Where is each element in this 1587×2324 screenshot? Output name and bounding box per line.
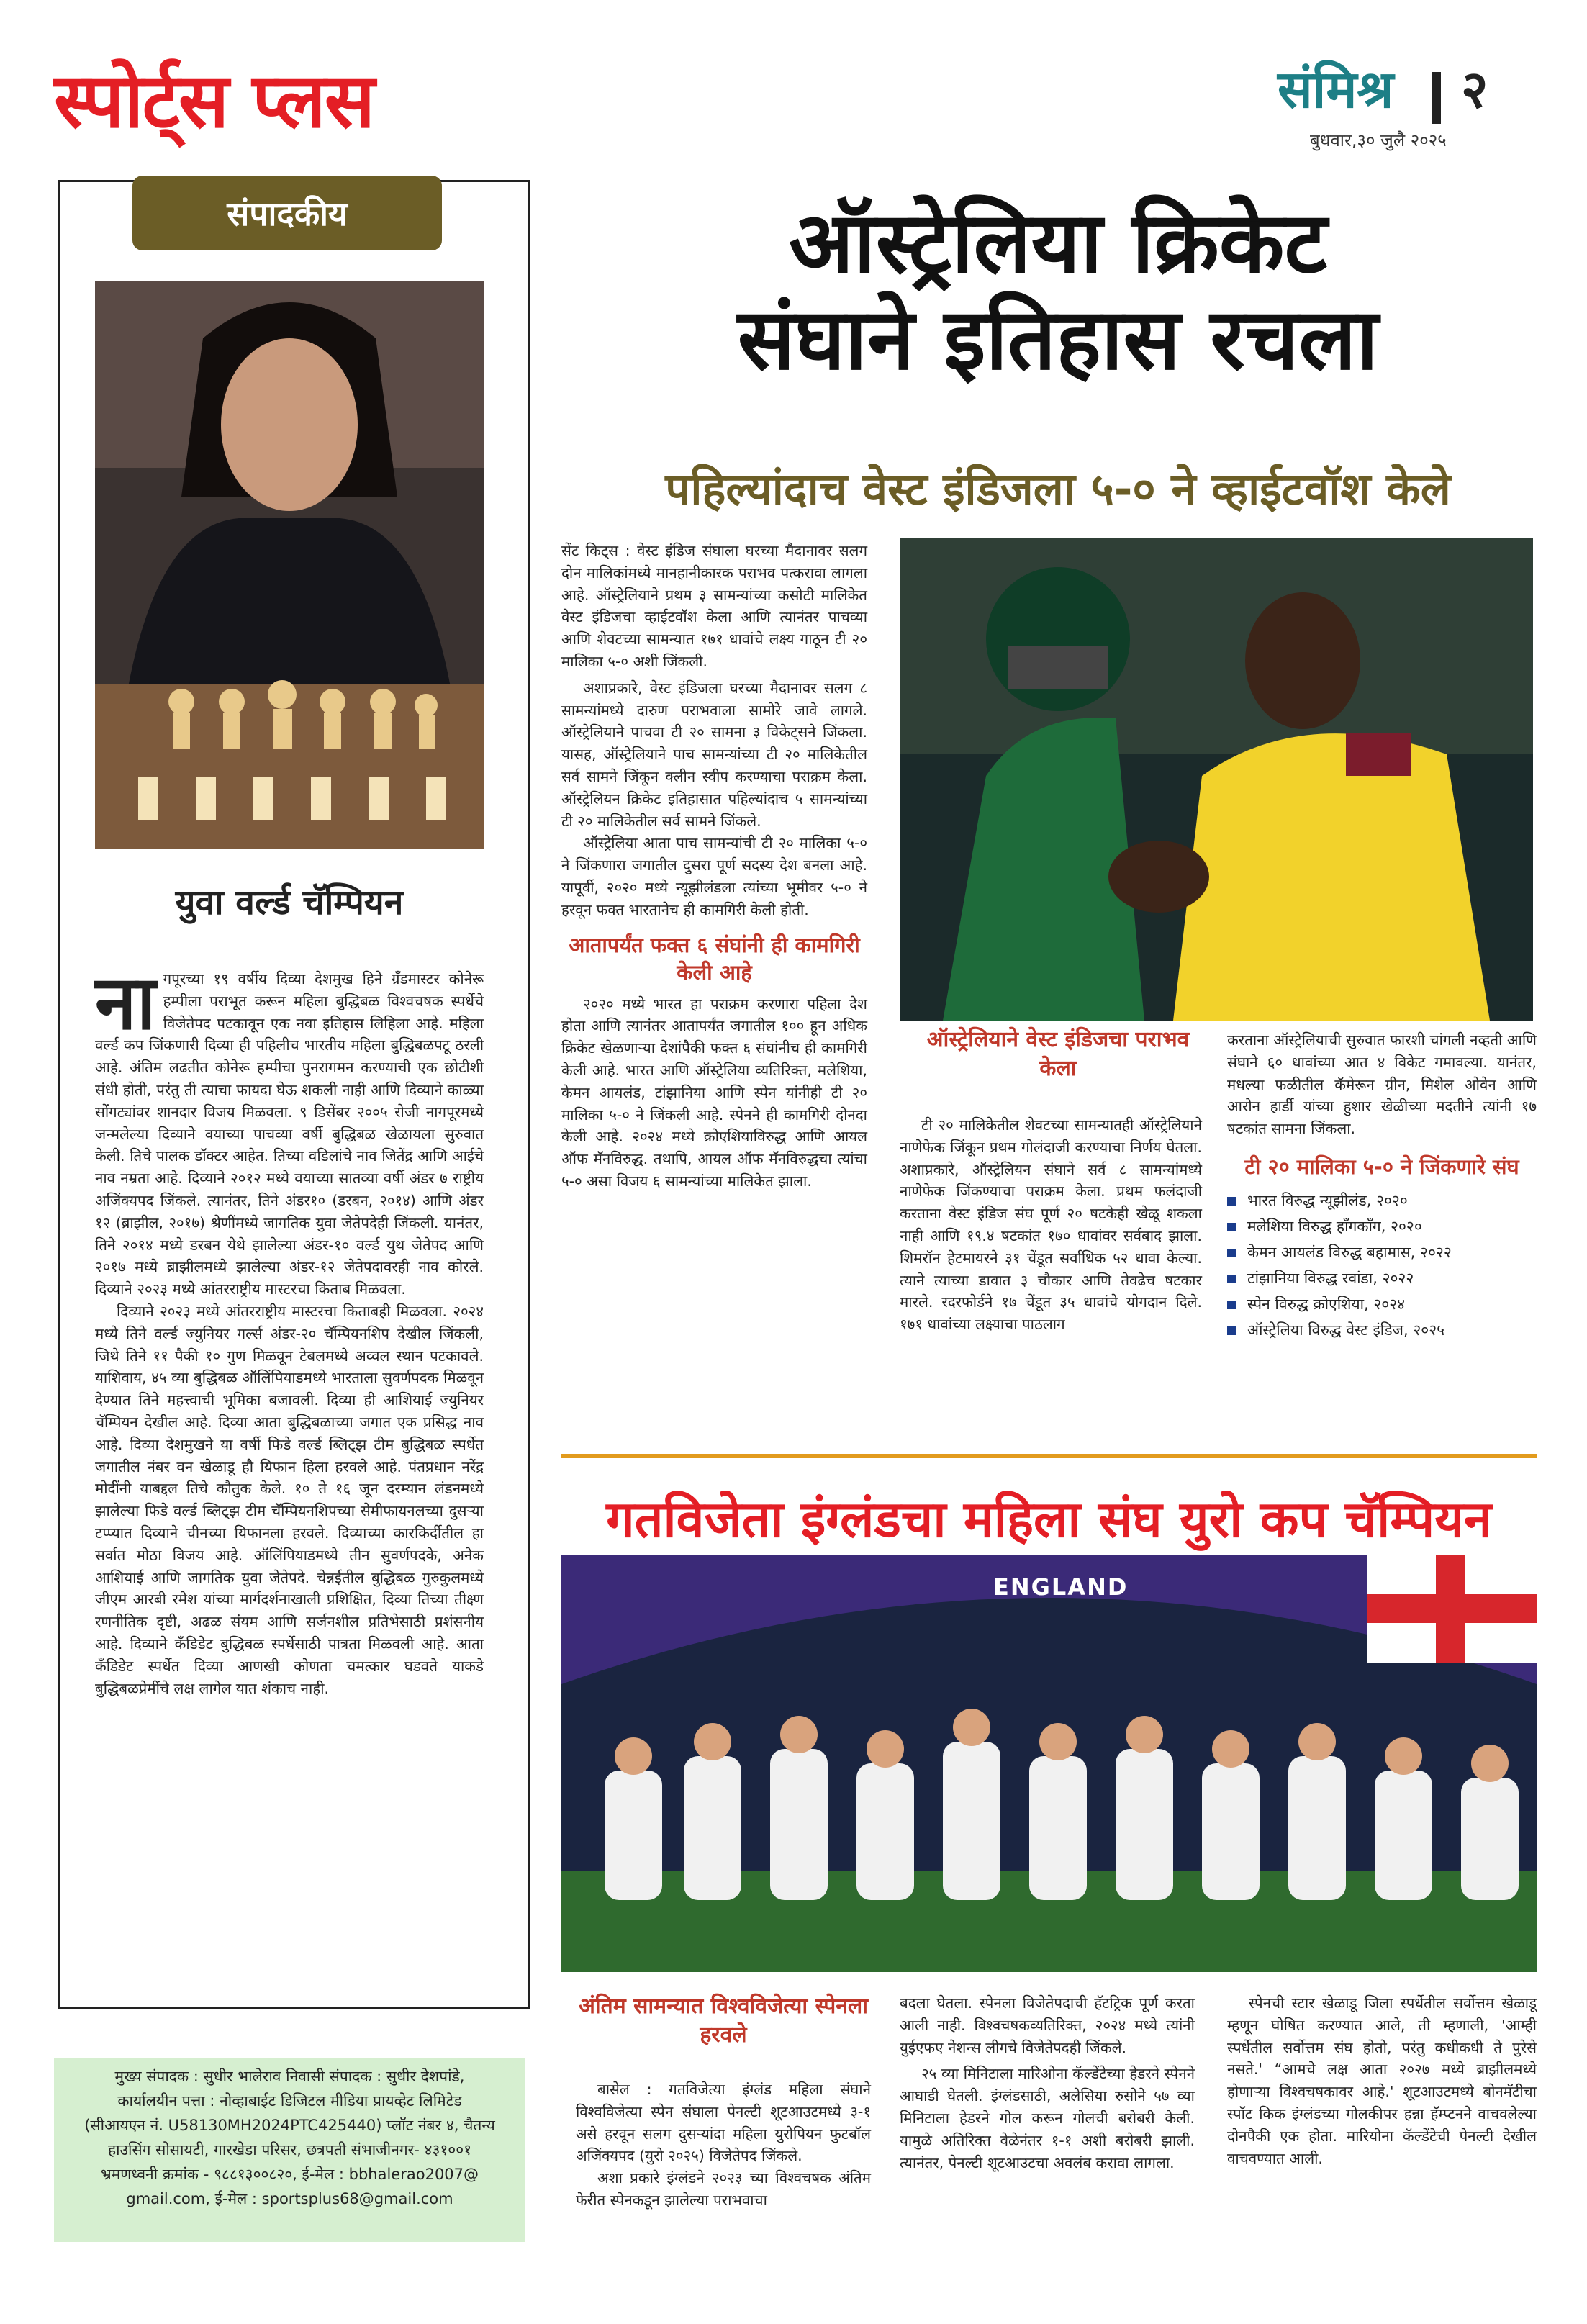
cricket-headline	[576, 194, 1540, 387]
bullet-icon	[1227, 1249, 1236, 1257]
article-paragraph: ऑस्ट्रेलिया आता पाच सामन्यांची टी २० मालिका ५-० ने जिंकणारा जगातील दुसरा पूर्ण सदस्य देश बनला आहे. यापूर्वी, २०२० मध्ये न्यूझीलंडला त्यांच्या भूमीवर ५-० ने हरवून फक्त भारतानेच ही कामगिरी केली होती.	[561, 834, 867, 918]
divya-photo	[95, 281, 484, 849]
list-item	[1227, 1188, 1537, 1213]
cricket-column-3	[1227, 1029, 1537, 1343]
portrait-illustration	[95, 281, 484, 849]
drop-cap: ना	[95, 959, 156, 1046]
list-item	[1227, 1213, 1537, 1239]
dateline: बुधवार,३० जुलै २०२५	[1310, 130, 1447, 150]
bullet-icon	[1227, 1223, 1236, 1231]
article-paragraph: बासेल : गतविजेत्या इंग्लंड महिला संघाने विश्वविजेत्या स्पेन संघाला पेनल्टी शूटआउटमध्ये ३-१ असे हरवून सलग दुसऱ्यांदा महिला युरोपियन फुटबॉल अजिंक्यपद (युरो २०२५) विजेतेपद जिंकले.	[576, 2081, 871, 2165]
cricket-column-1	[561, 540, 867, 1193]
list-item-label: स्पेन विरुद्ध क्रोएशिया, २०२४	[1247, 1295, 1406, 1313]
england-column-3	[1227, 1992, 1537, 2169]
list-item-label: टांझानिया विरुद्ध रवांडा, २०२२	[1247, 1269, 1414, 1287]
article-paragraph: २०२० मध्ये भारत हा पराक्रम करणारा पहिला देश होता आणि त्यानंतर आतापर्यंत जगातील १०० हून अधिक क्रिकेट खेळणाऱ्या देशांपैकी फक्त ६ संघांनीच ही कामगिरी केली आहे. भारत आणि ऑस्ट्रेलिया व्यतिरिक्त, मलेशिया, केमन आयलंड, टांझानिया आणि स्पेन यांनीही टी २० मालिका ५-० ने जिंकली आहे. स्पेनने ही कामगिरी दोनदा केली आहे. २०२४ मध्ये क्रोएशियाविरुद्ध आणि आयल ऑफ मॅनविरुद्ध. तथापि, आयल ऑफ मॅनविरुद्धचा त्यांचा ५-० असा विजय ६ सामन्यांच्या मालिकेत झाला.	[561, 995, 867, 1190]
headline-line-2: संघाने इतिहास रचला	[737, 289, 1379, 389]
england-column-2	[900, 1992, 1195, 2174]
cricket-caption: ऑस्ट्रेलियाने वेस्ट इंडिजचा पराभव केला	[926, 1027, 1190, 1081]
editorial-paragraph-2: दिव्याने २०२३ मध्ये आंतरराष्ट्रीय मास्टरचा किताबही मिळवला. २०२४ मध्ये तिने वर्ल्ड ज्युनियर गर्ल्स अंडर-२० चॅम्पियनशिप देखील जिंकली, जिथे तिने ११ पैकी १० गुण मिळवून टेबलमध्ये अव्वल स्थान पटकावले. याशिवाय, ४५ व्या बुद्धिबळ ऑलिंपियाडमध्ये भारताला सुवर्णपदक मिळवून देण्यात तिने महत्त्वाची भूमिका बजावली. दिव्या ही आशियाई ज्युनियर चॅम्पियन देखील आहे. दिव्या आता बुद्धिबळाच्या जगात एक प्रसिद्ध नाव आहे. दिव्या देशमुखने या वर्षी फिडे वर्ल्ड ब्लिट्झ टीम बुद्धिबळ स्पर्धेत जगातील नंबर वन खेळाडू हौ यिफान हिला हरवले आहे. पंतप्रधान नरेंद्र मोदींनी याबद्दल तिचे कौतुक केले. १० ते १६ जून दरम्यान लंडनमध्ये झालेल्या फिडे वर्ल्ड ब्लिट्झ टीम चॅम्पियनशिपच्या सेमीफायनलच्या दुसऱ्या टप्प्यात दिव्याने चीनच्या यिफानला हरवले. दिव्याच्या कारकिर्दीतील हा सर्वात मोठा विजय आहे. ऑलिंपियाडमध्ये तीन सुवर्णपदके, अनेक आशियाई आणि जागतिक युवा जेतेपदे. चेन्नईतील बुद्धिबळ गुरुकुलमध्ये जीएम आरबी रमेश यांच्या मार्गदर्शनाखाली प्रशिक्षित, दिव्या तिच्या तीक्ष्ण रणनीतिक दृष्टी, अढळ संयम आणि सर्जनशील प्रतिभेसाठी प्रशंसनीय आहे. दिव्याने कँडिडेट बुद्धिबळ स्पर्धेसाठी पात्रता मिळवली आहे. आता कँडिडेट स्पर्धेत दिव्या आणखी कोणता चमत्कार घडवते याकडे बुद्धिबळप्रेमींचे लक्ष लागेल यात शंकाच नाही.	[95, 1302, 484, 1697]
article-paragraph: बदला घेतला. स्पेनला विजेतेपदाची हॅटट्रिक पूर्ण करता आली नाही. विश्वचषकव्यतिरिक्त, २०२४ मध्ये त्यांनी युईएफए नेशन्स लीगचे विजेतेपदही जिंकले.	[900, 1994, 1195, 2056]
credits-box	[54, 2058, 525, 2242]
photo-banner-text: ENGLAND	[993, 1573, 1129, 1601]
crosshead: आतापर्यंत फक्त ६ संघांनी ही कामगिरी केली आहे	[569, 932, 860, 985]
england-column-1	[576, 2079, 871, 2212]
bullet-icon	[1227, 1301, 1236, 1309]
credits-line: gmail.com, ई-मेल : sportsplus68@gmail.com	[126, 2190, 453, 2207]
credits-line: मुख्य संपादक : सुधीर भालेराव निवासी संपादक : सुधीर देशपांडे,	[114, 2068, 465, 2085]
cricket-column-2	[900, 1114, 1202, 1336]
headline-line-1: ऑस्ट्रेलिया क्रिकेट	[788, 192, 1328, 292]
section-name: संमिश्र	[1278, 59, 1394, 119]
article-paragraph: २५ व्या मिनिटाला मारिओना कॅल्डेंटेच्या हेडरने स्पेनने आघाडी घेतली. इंग्लंडसाठी, अलेसिया रुसोने ५७ व्या मिनिटाला हेडरने गोल करून गोलची बरोबरी केली. यामुळे अतिरिक्त वेळेनंतर १-१ अशी बरोबरी झाली. त्यानंतर, पेनल्टी शूटआउटचा अवलंब करावा लागला.	[900, 2065, 1195, 2171]
editorial-tag-label: संपादकीय	[227, 194, 348, 233]
editorial-title: युवा वर्ल्ड चॅम्पियन	[175, 882, 404, 923]
credits-line: कार्यालयीन पत्ता : नोव्हाबाईट डिजिटल मीडिया प्रायव्हेट लिमिटेड	[117, 2092, 462, 2110]
editorial-paragraph-1: गपूरच्या १९ वर्षीय दिव्या देशमुख हिने ग्रँडमास्टर कोनेरू हम्पीला पराभूत करून महिला बुद्धिबळ विश्वचषक स्पर्धेचे विजेतेपद पटकावून एक नवा इतिहास लिहिला आहे. महिला वर्ल्ड कप जिंकणारी दिव्या ही पहिलीच भारतीय महिला बुद्धिबळपटू ठरली आहे. अंतिम लढतीत कोनेरू हम्पीचा पुनरागमन करण्याची एक छोटीशी संधी होती, परंतु ती त्याचा फायदा घेऊ शकली नाही आणि दिव्याने काळ्या सोंगट्यांवर शानदार विजय मिळवला. ९ डिसेंबर २००५ रोजी नागपूरमध्ये जन्मलेल्या दिव्याने वयाच्या पाचव्या वर्षी बुद्धिबळ खेळायला सुरुवात केली. तिचे पालक डॉक्टर आहेत. तिच्या वडिलांचे नाव जितेंद्र आणि आईचे नाव नम्रता आहे. दिव्याने २०१२ मध्ये वयाच्या सातव्या वर्षी अंडर ७ राष्ट्रीय अजिंक्यपद जिंकले. त्यानंतर, तिने अंडर१० (डरबन, २०१४) आणि अंडर १२ (ब्राझील, २०१७) श्रेणींमध्ये जागतिक युवा जेतेपदेही जिंकली. यानंतर, तिने २०१४ मध्ये डरबन येथे झालेल्या अंडर-१० वर्ल्ड युथ जेतेपद आणि २०१७ मध्ये ब्राझीलमध्ये झालेल्या अंडर-१२ जेतेपदावरही नाव कोरले. दिव्याने २०२३ मध्ये आंतरराष्ट्रीय मास्टरचा किताब मिळवला.	[95, 970, 484, 1298]
list-item-label: ऑस्ट्रेलिया विरुद्ध वेस्ट इंडिज, २०२५	[1247, 1321, 1445, 1339]
article-paragraph: सेंट किट्स : वेस्ट इंडिज संघाला घरच्या मैदानावर सलग दोन मालिकांमध्ये मानहानीकारक पराभव पत्करावा लागला आहे. ऑस्ट्रेलियाने प्रथम ३ सामन्यांच्या कसोटी मालिकेत वेस्ट इंडिजचा व्हाईटवॉश केला आणि त्यानंतर पाचव्या आणि शेवटच्या सामन्यात १७१ धावांचे लक्ष्य गाठून टी २० मालिका ५-० अशी जिंकली.	[561, 542, 867, 670]
list-item-label: भारत विरुद्ध न्यूझीलंड, २०२०	[1247, 1191, 1408, 1209]
editorial-tag	[132, 176, 442, 250]
list-item	[1227, 1317, 1537, 1343]
england-headline: गतविजेता इंग्लंडचा महिला संघ युरो कप चॅम्पियन	[606, 1490, 1492, 1549]
header-divider	[1432, 72, 1441, 124]
cricket-illustration	[900, 538, 1533, 1021]
list-item-label: केमन आयलंड विरुद्ध बहामास, २०२२	[1247, 1243, 1452, 1261]
list-item	[1227, 1239, 1537, 1265]
england-illustration	[561, 1555, 1537, 1972]
england-caption: अंतिम सामन्यात विश्वविजेत्या स्पेनला हरवले	[578, 1994, 869, 2048]
winners-list	[1227, 1188, 1537, 1343]
bullet-icon	[1227, 1197, 1236, 1206]
credits-line: भ्रमणध्वनी क्रमांक - ९८८१३००८२०, ई-मेल : bbhalerao2007@	[100, 2166, 479, 2183]
list-title: टी २० मालिका ५-० ने जिंकणारे संघ	[1244, 1154, 1519, 1179]
page-number: २	[1461, 59, 1488, 119]
credits-line: (सीआयएन नं. U58130MH2024PTC425440) प्लॉट नंबर ४, चैतन्य	[84, 2117, 495, 2134]
bullet-icon	[1227, 1326, 1236, 1335]
article-paragraph: स्पेनची स्टार खेळाडू जिला स्पर्धेतील सर्वोत्तम खेळाडू म्हणून घोषित करण्यात आले, ती म्हणाली, 'आम्ही स्पर्धेतील सर्वोत्तम संघ होतो, परंतु कधीकधी ते पुरेसे नसते.' “आमचे लक्ष आता २०२७ मध्ये ब्राझीलमध्ये होणाऱ्या विश्वचषकावर आहे.' शूटआउटमध्ये बोनमॅटीचा स्पॉट किक इंग्लंडच्या गोलकीपर हन्ना हॅम्प्टनने वाचवलेल्या दोनपैकी एक होता. मारियोना कॅल्डेंटेची पेनल्टी देखील वाचवण्यात आली.	[1227, 1994, 1537, 2167]
article-paragraph: अशा प्रकारे इंग्लंडने २०२३ च्या विश्वचषक अंतिम फेरीत स्पेनकडून झालेल्या पराभवाचा	[576, 2169, 871, 2209]
section-divider	[561, 1454, 1537, 1458]
list-item	[1227, 1265, 1537, 1291]
cricket-photo	[900, 538, 1533, 1021]
article-paragraph: करताना ऑस्ट्रेलियाची सुरुवात फारशी चांगली नव्हती आणि संघाने ६० धावांच्या आत ४ विकेट गमावल्या. यानंतर, मधल्या फळीतील कॅमेरून ग्रीन, मिशेल ओवेन आणि आरोन हार्डी यांच्या हुशार खेळीच्या मदतीने त्यांनी १७ षटकांत सामना जिंकला.	[1227, 1031, 1537, 1138]
cricket-subhead: पहिल्यांदाच वेस्ट इंडिजला ५-० ने व्हाईटवॉश केले	[665, 463, 1451, 515]
masthead-title: स्पोर्ट्स प्लस	[54, 56, 374, 145]
editorial-body	[95, 959, 484, 1699]
list-item-label: मलेशिया विरुद्ध हाँगकाँग, २०२०	[1247, 1217, 1422, 1235]
list-item	[1227, 1291, 1537, 1317]
england-photo	[561, 1555, 1537, 1972]
bullet-icon	[1227, 1275, 1236, 1283]
article-paragraph: टी २० मालिकेतील शेवटच्या सामन्यातही ऑस्ट्रेलियाने नाणेफेक जिंकून प्रथम गोलंदाजी करण्याचा निर्णय घेतला. अशाप्रकारे, ऑस्ट्रेलियन संघाने सर्व ८ सामन्यांमध्ये नाणेफेक जिंकण्याचा पराक्रम केला. प्रथम फलंदाजी करताना वेस्ट इंडिज संघ पूर्ण २० षटकेही खेळू शकला नाही आणि १९.४ षटकांत १७० धावांवर सर्वबाद झाला. शिमरॉन हेटमायरने ३१ चेंडूत सर्वाधिक ५२ धावा केल्या. त्याने त्याच्या डावात ३ चौकार आणि तेवढेच षटकार मारले. रदरफोर्डने १७ चेंडूत ३५ धावांचे योगदान दिले. १७१ धावांच्या लक्ष्याचा पाठलाग	[900, 1116, 1202, 1334]
credits-line: हाउसिंग सोसायटी, गारखेडा परिसर, छत्रपती संभाजीनगर- ४३१००१	[107, 2141, 472, 2158]
article-paragraph: अशाप्रकारे, वेस्ट इंडिजला घरच्या मैदानावर सलग ८ सामन्यांमध्ये दारुण पराभवाला सामोरे जावे लागले. ऑस्ट्रेलियाने पाचवा टी २० सामना ३ विकेट्सने जिंकला. यासह, ऑस्ट्रेलियाने पाच सामन्यांच्या टी २० मालिकेतील सर्व सामने जिंकून क्लीन स्वीप करण्याचा पराक्रम केला. ऑस्ट्रेलियन क्रिकेट इतिहासात पहिल्यांदाच ५ सामन्यांच्या टी २० मालिकेतील सर्व सामने जिंकले.	[561, 679, 867, 830]
